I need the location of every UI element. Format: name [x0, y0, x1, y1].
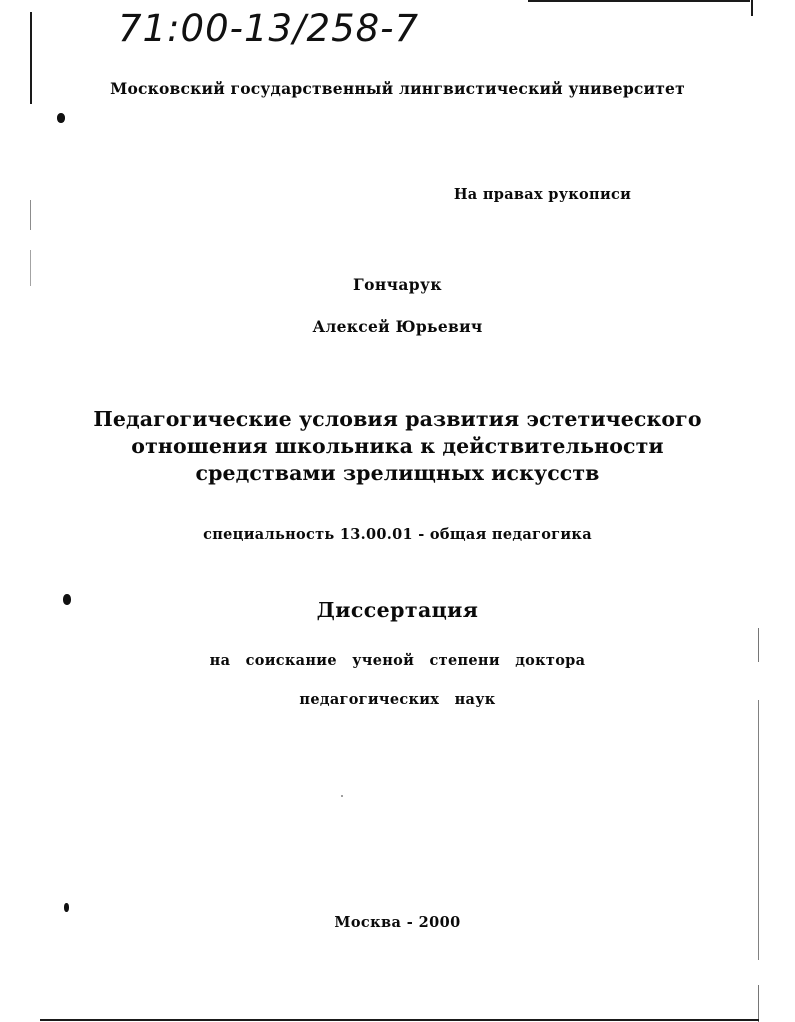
manuscript-rights-note: На правах рукописи — [453, 186, 632, 203]
binding-speck-3 — [64, 903, 69, 912]
handwritten-catalog-number — [118, 4, 478, 50]
author-given-names: Алексей Юрьевич — [312, 317, 483, 336]
scan-edge-right-bottom — [758, 985, 759, 1022]
university-name: Московский государственный лингвистический университет — [110, 79, 685, 98]
dissertation-title-line-2: отношения школьника к действительности — [131, 434, 664, 458]
catalog-number-text: 71:00-13/258-7 — [118, 7, 420, 50]
scan-edge-left-mid — [30, 200, 31, 230]
scan-edge-top — [528, 0, 750, 2]
degree-line-1: на соискание ученой степени доктора — [209, 652, 586, 669]
dissertation-title-line-3: средствами зрелищных искусств — [195, 461, 600, 485]
dust-speck — [341, 795, 343, 797]
scan-edge-right-top — [751, 0, 753, 16]
dissertation-title-line-1: Педагогические условия развития эстетического — [93, 407, 702, 431]
author-surname: Гончарук — [353, 275, 442, 294]
place-and-year: Москва - 2000 — [334, 914, 461, 931]
document-type-heading: Диссертация — [316, 598, 479, 622]
degree-line-2: педагогических наук — [299, 691, 496, 708]
specialty-line: специальность 13.00.01 - общая педагогика — [203, 526, 592, 543]
binding-speck-1 — [57, 113, 65, 123]
scan-edge-bottom — [40, 1019, 759, 1021]
